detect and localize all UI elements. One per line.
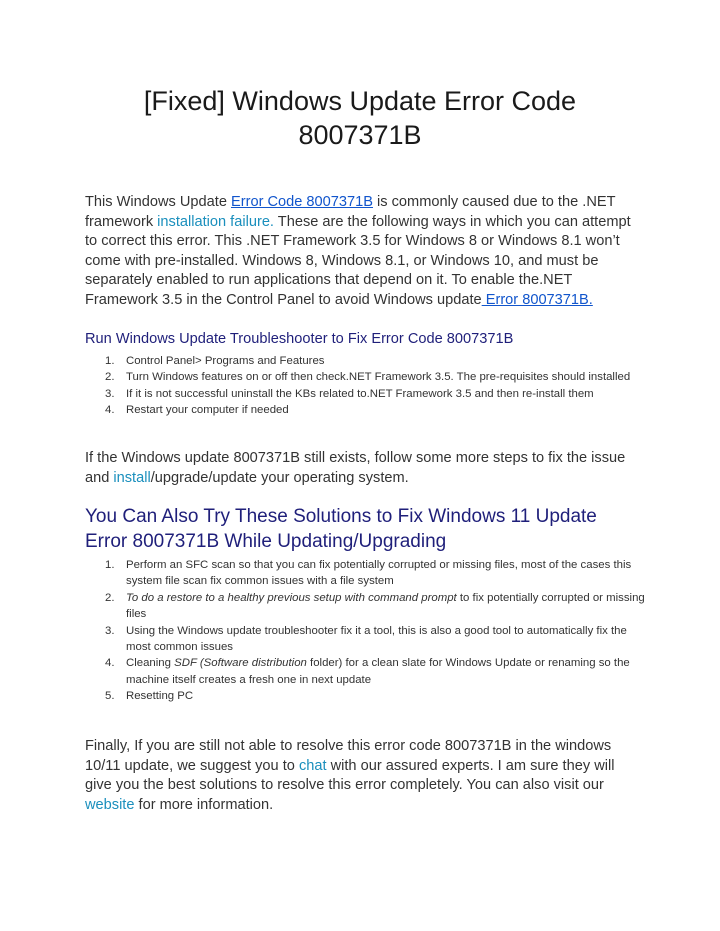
list-item xyxy=(85,688,645,704)
list-number: 3. xyxy=(105,624,115,637)
list-item xyxy=(85,402,645,418)
page-title xyxy=(0,84,720,152)
install-link[interactable]: install xyxy=(113,469,151,486)
list-text-pre: Cleaning xyxy=(126,657,175,670)
solutions-list xyxy=(85,557,645,705)
title-line-2: 8007371B xyxy=(298,120,422,150)
list-text: Using the Windows update troubleshooter fix it a tool, this is also a good tool to automatically fix the most common issues xyxy=(126,624,627,654)
error-code-link[interactable]: Error Code 8007371B xyxy=(231,194,373,210)
list-text: Control Panel> Programs and Features xyxy=(126,355,325,367)
para3-text-1: Finally, If you are still not able to resolve this error code 8007371B in the windows 10/11 update, we suggest you to xyxy=(85,738,612,774)
section2-heading-line-2: Error 8007371B While Updating/Upgrading xyxy=(85,531,447,552)
list-text: Restart your computer if needed xyxy=(126,404,289,417)
intro-paragraph xyxy=(85,193,645,311)
list-number: 5. xyxy=(105,690,115,703)
section2-heading-line-1: You Can Also Try These Solutions to Fix Windows 11 Update xyxy=(85,506,597,527)
list-item xyxy=(85,369,645,385)
para2-text-2: /upgrade/update your operating system. xyxy=(150,469,409,486)
section1-heading: Run Windows Update Troubleshooter to Fix Error Code 8007371B xyxy=(85,331,514,347)
website-link[interactable]: website xyxy=(85,796,135,813)
list-number: 4. xyxy=(105,404,115,417)
intro-text-2: is commonly caused due to the .NET framework xyxy=(85,194,616,230)
list-italic-text: To do a restore to a healthy previous setup with command prompt xyxy=(126,591,457,604)
list-text: Turn Windows features on or off then check.NET Framework 3.5. The pre-requisites should installed xyxy=(126,371,631,384)
update-paragraph xyxy=(85,449,645,488)
list-text: If it is not successful uninstall the KBs related to.NET Framework 3.5 and then re-install them xyxy=(126,387,594,400)
list-number: 4. xyxy=(105,657,115,670)
list-item xyxy=(85,386,645,402)
list-number: 1. xyxy=(105,559,115,571)
list-italic-text: SDF (Software distribution xyxy=(174,657,307,670)
title-line-1: [Fixed] Windows Update Error Code xyxy=(143,86,577,116)
chat-link[interactable]: chat xyxy=(298,757,327,774)
list-item xyxy=(85,590,645,623)
intro-text-3: These are the following ways in which you can attempt to correct this error. This .NET Framework 3.5 for Windows 8 or Windows 8.1 won’t come with pre-installed. Windows 8, Windows 8.1, or Windows 10, and must be separately enabled to run applications that depend on it. To enable the.NET Framework 3.5 in the Control Panel to avoid Windows update xyxy=(85,213,631,308)
para2-text-1: If the Windows update 8007371B still exists, follow some more steps to fix the issue and xyxy=(85,450,626,486)
list-text: folder) for a clean slate for Windows Update or renaming so the machine itself creates a fresh one in next update xyxy=(126,657,630,686)
para3-text-3: for more information. xyxy=(134,796,274,813)
troubleshooter-steps-list xyxy=(85,353,645,419)
section2-heading xyxy=(85,504,665,554)
list-number: 1. xyxy=(105,355,115,367)
list-item xyxy=(85,353,645,369)
list-number: 3. xyxy=(105,387,115,400)
list-text: Resetting PC xyxy=(126,690,194,703)
installation-failure-link[interactable]: installation failure. xyxy=(157,213,274,230)
list-item xyxy=(85,655,645,688)
para3-text-2: with our assured experts. I am sure they will give you the best solutions to resolve this error completely. You can also visit our xyxy=(85,757,615,794)
list-text: to fix potentially corrupted or missing files xyxy=(126,591,645,621)
list-item xyxy=(85,557,645,590)
closing-paragraph xyxy=(85,737,645,815)
list-number: 2. xyxy=(105,371,115,384)
list-text: Perform an SFC scan so that you can fix potentially corrupted or missing files, most of the cases this system file scan fix common issues with a file system xyxy=(126,559,632,588)
intro-text-1: This Windows Update xyxy=(85,194,231,210)
list-number: 2. xyxy=(105,591,115,604)
error-8007371b-link[interactable]: Error 8007371B. xyxy=(481,291,593,308)
list-item xyxy=(85,623,645,656)
